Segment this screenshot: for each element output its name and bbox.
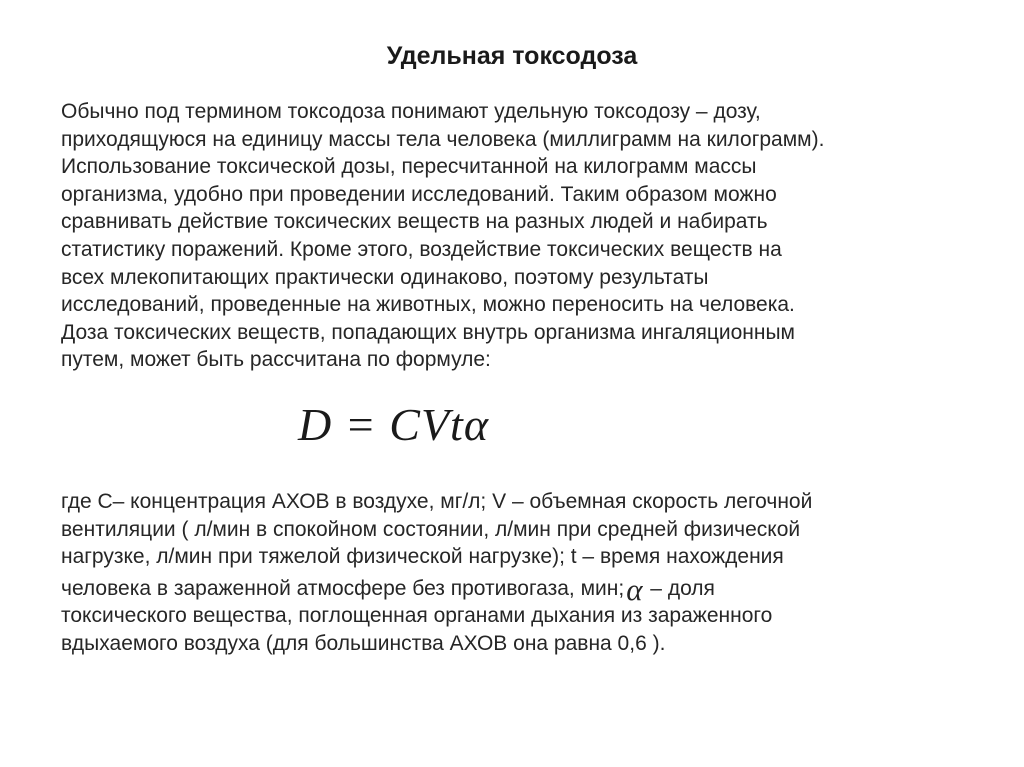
intro-line: Использование токсической дозы, пересчитанной на килограмм массы [61, 155, 757, 179]
alpha-symbol: α [626, 571, 643, 607]
intro-line: организма, удобно при проведении исследований. Таким образом можно [61, 182, 777, 206]
intro-line: Обычно под термином токсодоза понимают удельную токсодозу – дозу, [61, 100, 761, 123]
definition-line: вентиляции ( л/мин в спокойном состоянии, л/мин при средней физической [61, 517, 801, 541]
alpha-suffix: – доля [644, 576, 715, 600]
intro-line: путем, может быть рассчитана по формуле: [61, 348, 491, 372]
definition-line: вдыхаемого воздуха (для большинства АХОВ она равна 0,6 ). [61, 631, 666, 655]
definition-line-with-alpha [61, 571, 981, 607]
definition-line-text: человека в зараженной атмосфере без противогаза, мин; [61, 576, 625, 600]
intro-line: сравнивать действие токсических веществ на разных людей и набирать [61, 210, 768, 234]
intro-paragraph [61, 98, 981, 374]
intro-line: приходящуюся на единицу массы тела человека (миллиграмм на килограмм). [61, 127, 825, 151]
intro-line: всех млекопитающих практически одинаково, поэтому результаты [61, 265, 709, 289]
slide-title: Удельная токсодоза [386, 42, 638, 70]
definitions-paragraph [61, 488, 981, 658]
dose-formula: D = CVtα [298, 399, 489, 450]
definition-line: токсического вещества, поглощенная органами дыхания из зараженного [61, 604, 773, 628]
intro-line: Доза токсических веществ, попадающих внутрь организма ингаляционным [61, 320, 795, 344]
definition-line: где С– концентрация АХОВ в воздухе, мг/л; V – объемная скорость легочной [61, 490, 813, 513]
definition-line: нагрузке, л/мин при тяжелой физической нагрузке); t – время нахождения [61, 545, 784, 569]
intro-line: исследований, проведенные на животных, можно переносить на человека. [61, 293, 795, 317]
intro-line: статистику поражений. Кроме этого, воздействие токсических веществ на [61, 237, 782, 261]
